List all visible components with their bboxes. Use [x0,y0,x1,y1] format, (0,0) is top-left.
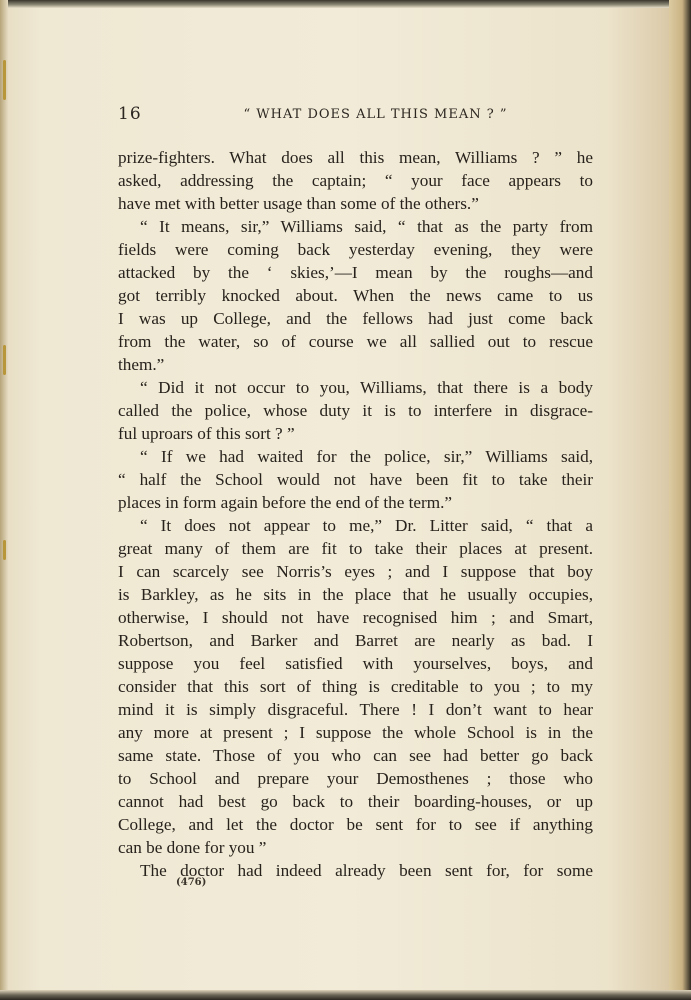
text-line: great many of them are fit to take their places at present. [118,539,593,558]
text-line: them.” [118,355,165,374]
page-left-edge [0,0,8,1000]
text-line: cannot had best go back to their boarding-houses, or up [118,792,593,811]
text-line: places in form again before the end of the term.” [118,493,453,512]
text-line: same state. Those of you who can see had better go back [118,746,593,765]
text-line: “ It does not appear to me,” Dr. Litter said, “ that a [140,516,593,535]
text-line: Robertson, and Barker and Barret are nearly as bad. I [118,631,593,650]
margin-mark [3,60,6,100]
text-line: can be done for you ” [118,838,267,857]
body-text [118,146,593,882]
page-gutter-edge [669,0,691,1000]
margin-mark [3,540,6,560]
text-line: got terribly knocked about. When the news came to us [118,286,593,305]
page-number: 16 [118,104,142,124]
text-line: “ half the School would not have been fit to take their [118,470,593,489]
text-line: prize-fighters. What does all this mean, Williams ? ” he [118,148,593,167]
text-line: from the water, so of course we all sallied out to rescue [118,332,593,351]
text-line: mind it is simply disgraceful. There ! I don’t want to hear [118,700,593,719]
page-bottom-edge [0,990,691,1000]
text-line: “ If we had waited for the police, sir,” Williams said, [140,447,593,466]
text-line: is Barkley, as he sits in the place that he usually occupies, [118,585,593,604]
running-head: “ WHAT DOES ALL THIS MEAN ? ” [243,107,508,122]
text-line: The doctor had indeed already been sent for, for some [140,861,593,880]
text-line: to School and prepare your Demosthenes ; those who [118,769,593,788]
text-line: suppose you feel satisfied with yourselves, boys, and [118,654,593,673]
text-line: consider that this sort of thing is creditable to you ; to my [118,677,593,696]
text-line: I was up College, and the fellows had just come back [118,309,593,328]
text-line: any more at present ; I suppose the whole School is in the [118,723,593,742]
text-line: have met with better usage than some of the others.” [118,194,479,213]
text-line: otherwise, I should not have recognised him ; and Smart, [118,608,593,627]
text-line: “ It means, sir,” Williams said, “ that as the party from [140,217,593,236]
text-line: fields were coming back yesterday evening, they were [118,240,593,259]
text-line: attacked by the ‘ skies,’—I mean by the roughs—and [118,263,593,282]
page-top-edge [0,0,691,8]
printer-signature: (476) [176,877,207,888]
text-line: College, and let the doctor be sent for to see if anything [118,815,593,834]
text-line: called the police, whose duty it is to interfere in disgrace- [118,401,593,420]
text-line: asked, addressing the captain; “ your face appears to [118,171,593,190]
page-header [118,104,593,128]
margin-mark [3,345,6,375]
text-line: ful uproars of this sort ? ” [118,424,295,443]
text-line: “ Did it not occur to you, Williams, that there is a body [140,378,593,397]
text-line: I can scarcely see Norris’s eyes ; and I suppose that boy [118,562,593,581]
